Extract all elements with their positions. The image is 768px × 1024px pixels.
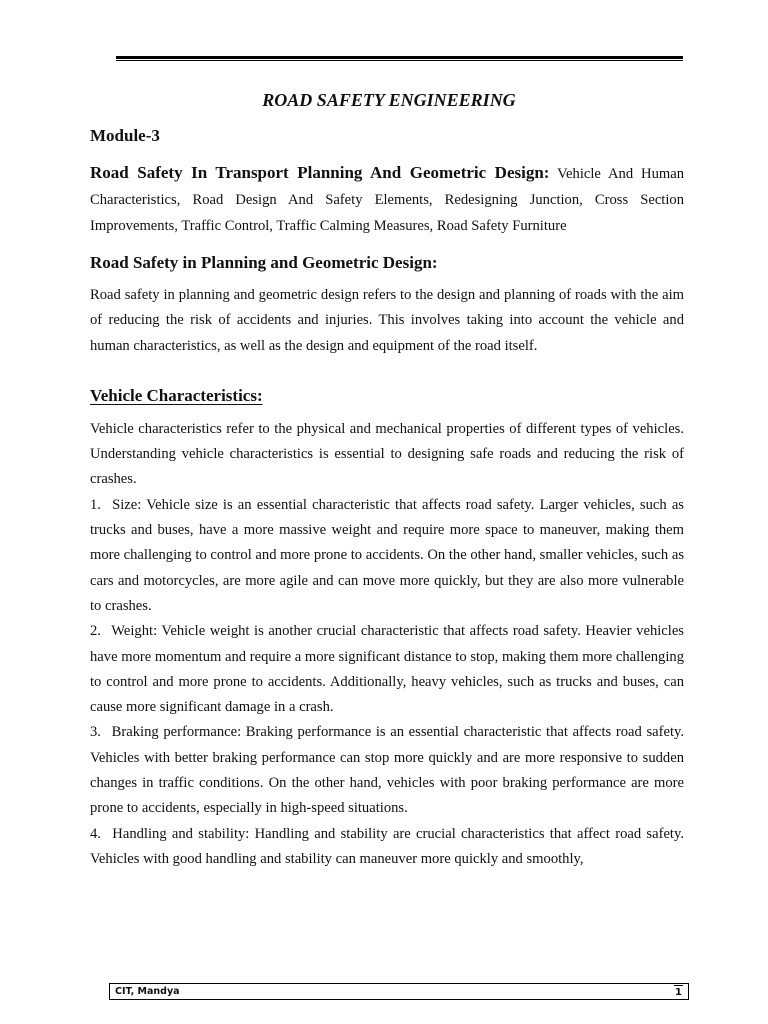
list-item-text: Braking performance: Braking performance is an essential characteristic that affects road safety. Vehicles with better braking performance can stop more quickly and are more responsive to sudden changes in traffic conditions. On the other hand, vehicles with poor braking performance are more prone to accidents, especially in high-speed situations. <box>90 724 684 817</box>
list-item <box>90 493 684 619</box>
module-label: Module-3 <box>90 126 160 145</box>
list-item-number: 3. <box>90 724 101 741</box>
page-footer <box>109 983 689 1000</box>
list-item <box>90 619 684 720</box>
list-item-text: Size: Vehicle size is an essential characteristic that affects road safety. Larger vehicles, such as trucks and buses, have a more massive weight and require more space to maneuver, making them more challenging to control and more prone to accidents. On the other hand, smaller vehicles, such as cars and motorcycles, are more agile and can move more quickly, but they are also more vulnerable to crashes. <box>90 496 684 614</box>
list-item-text: Handling and stability: Handling and stability are crucial characteristics that affect road safety. Vehicles with good handling and stability can maneuver more quickly and smoothly, <box>90 825 684 867</box>
list-item-number: 2. <box>90 623 101 640</box>
section-body-vehicle-characteristics: Vehicle characteristics refer to the physical and mechanical properties of different types of vehicles. Understanding vehicle characteristics is essential to designing safe roads and reducing the risk of crashes. <box>90 420 684 488</box>
module-intro-topics: Vehicle And Human Characteristics, Road Design And Safety Elements, Redesigning Junction, Cross Section Improvements, Traffic Control, Traffic Calming Measures, Road Safety Furniture <box>90 166 685 234</box>
list-item-number: 4. <box>90 825 101 842</box>
list-item <box>90 720 684 821</box>
footer-page-number: 1 <box>675 987 682 998</box>
module-intro <box>90 160 684 239</box>
footer-institution: CIT, Mandya <box>115 986 180 997</box>
list-item-text: Weight: Vehicle weight is another crucial characteristic that affects road safety. Heavier vehicles have more momentum and require a more significant distance to stop, making them more challenging to control and more prone to accidents. Additionally, heavy vehicles, such as trucks and buses, can cause more significant damage in a crash. <box>90 623 684 716</box>
section-body-planning: Road safety in planning and geometric design refers to the design and planning of roads with the aim of reducing the risk of accidents and injuries. This involves taking into account the vehicle and human characteristics, as well as the design and equipment of the road itself. <box>90 287 684 354</box>
page-content <box>90 86 684 872</box>
vehicle-characteristics-list <box>90 493 684 872</box>
list-item-number: 1. <box>90 496 101 513</box>
document-title: ROAD SAFETY ENGINEERING <box>262 90 516 110</box>
list-item <box>90 822 684 873</box>
header-rule <box>116 56 683 61</box>
module-intro-lead: Road Safety In Transport Planning And Geometric Design: <box>90 163 550 182</box>
section-heading-vehicle-characteristics: Vehicle Characteristics: <box>90 385 263 405</box>
section-heading-planning: Road Safety in Planning and Geometric Design: <box>90 253 438 272</box>
